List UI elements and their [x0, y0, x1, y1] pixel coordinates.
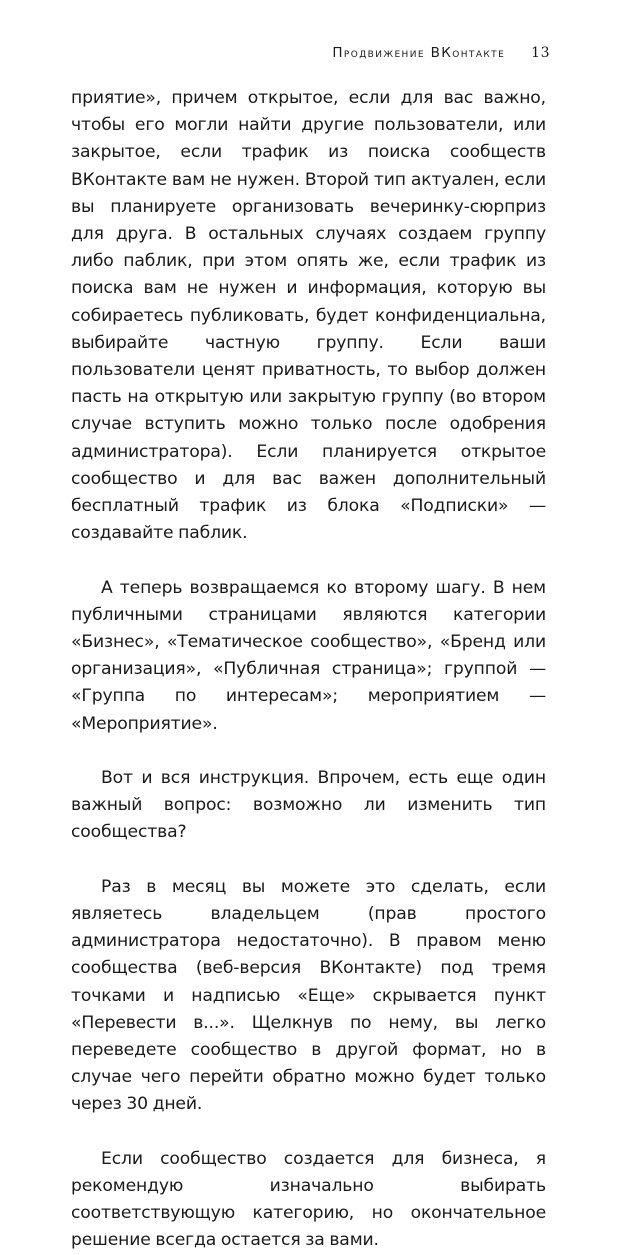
- running-head: [60, 45, 550, 61]
- paragraph-second-step: А теперь возвращаемся ко второму шагу. В нем публичными страницами являются категории «Бизнес», «Тематическое сообщество», «Бренд или организация», «Публичная страница»; группой — «Группа по интересам»; мероприятием — «Мероприятие».: [71, 577, 546, 734]
- paragraph-business-recommendation: Если сообщество создается для бизнеса, я рекомендую изначально выбирать соответствующую категорию, но окончательное решение всегда остается за вами.: [71, 1148, 546, 1251]
- running-title: Продвижение ВКонтакте: [332, 45, 506, 61]
- page-number: 13: [531, 45, 550, 61]
- paragraph-instruction-question: Вот и вся инструкция. Впрочем, есть еще один важный вопрос: возможно ли изменить тип сообщества?: [71, 768, 546, 843]
- paragraph-continued: приятие», причем открытое, если для вас важно, чтобы его могли найти другие пользователи, или закрытое, если трафик из поиска сообществ ВКонтакте вам не нужен. Второй тип актуален, если вы планируете организовать вечеринку-сюрприз для друга. В остальных случаях создаем группу либо паблик, при этом опять же, если трафик из поиска вам не нужен и информация, которую вы собираетесь публиковать, будет конфиденциальна, выбирайте частную группу. Если ваши пользователи ценят приватность, то выбор должен пасть на открытую или закрытую группу (во втором случае вступить можно только после одобрения администратора). Если планируется открытое сообщество и для вас важен дополнительный бесплатный трафик из блока «Подписки» — создавайте паблик.: [71, 88, 546, 544]
- book-text-body: [71, 85, 546, 1255]
- paragraph-change-type: Раз в месяц вы можете это сделать, если являетесь владельцем (прав простого администратора недостаточно). В правом меню сообщества (веб-версия ВКонтакте) под тремя точками и надписью «Еще» скрывается пункт «Перевести в...». Щелкнув по нему, вы легко переведете сообщество в другой формат, но в случае чего перейти обратно можно будет только через 30 дней.: [71, 876, 546, 1115]
